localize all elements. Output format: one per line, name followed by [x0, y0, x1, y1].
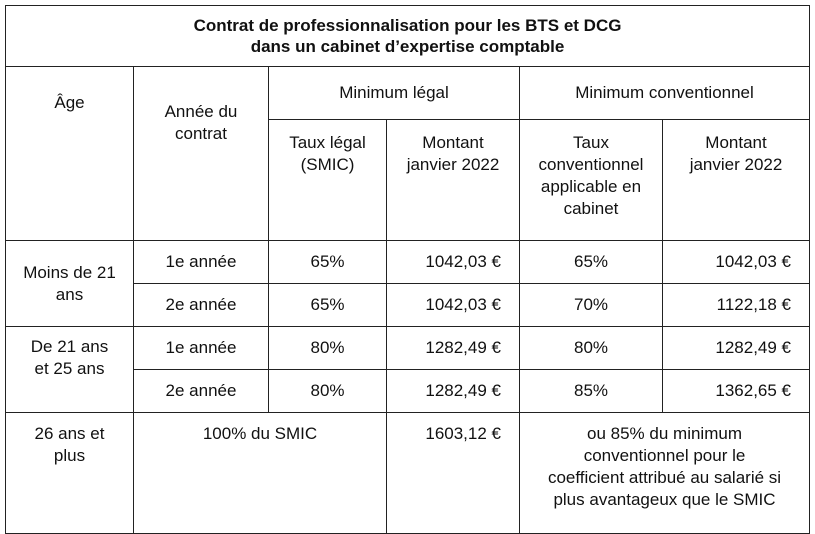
table-title-line2: dans un cabinet d’expertise comptable [250, 37, 565, 56]
group-21-25-line1: De 21 ans [30, 337, 109, 356]
cell-taux-legal: 65% [269, 284, 387, 327]
header-minimum-legal: Minimum légal [269, 67, 520, 120]
cell-montant-conv: 1042,03 € [663, 241, 810, 284]
table-row-last [6, 413, 810, 534]
header-taux-conventionnel [520, 120, 663, 241]
header-montant-conv-line2: janvier 2022 [689, 155, 783, 174]
age-26-plus-line1: 26 ans et [34, 424, 105, 443]
header-taux-legal [269, 120, 387, 241]
contract-table-container [5, 5, 810, 534]
header-montant-legal-line1: Montant [422, 133, 484, 152]
table-title-line1: Contrat de professionnalisation pour les BTS et DCG [193, 16, 622, 35]
header-montant-conventionnel [663, 120, 810, 241]
header-taux-conv-line3: applicable en [540, 177, 642, 196]
cell-age-26-plus [6, 413, 134, 534]
table-row [6, 327, 810, 370]
header-taux-conv-line4: cabinet [563, 199, 619, 218]
header-minimum-conventionnel: Minimum conventionnel [520, 67, 810, 120]
cell-annee: 1e année [134, 241, 269, 284]
cell-taux-smic: 100% du SMIC [134, 413, 387, 534]
header-montant-legal-line2: janvier 2022 [406, 155, 500, 174]
group-moins-21-line1: Moins de 21 [23, 262, 116, 282]
conv-note-line2: conventionnel pour le [583, 446, 746, 465]
header-montant-legal [387, 120, 520, 241]
table-title [6, 6, 810, 67]
cell-taux-conv: 80% [520, 327, 663, 370]
conv-note-line4: plus avantageux que le SMIC [553, 490, 776, 509]
contract-table [5, 5, 810, 534]
cell-conv-note [520, 413, 810, 534]
group-moins-21-line2: ans [55, 284, 84, 304]
header-age: Âge [6, 67, 134, 241]
conv-note-line3: coefficient attribué au salarié si [547, 468, 782, 487]
cell-taux-conv: 85% [520, 370, 663, 413]
cell-annee: 2e année [134, 370, 269, 413]
header-taux-legal-line1: Taux légal [289, 133, 366, 152]
cell-taux-legal: 80% [269, 327, 387, 370]
cell-montant-conv: 1362,65 € [663, 370, 810, 413]
cell-taux-conv: 65% [520, 241, 663, 284]
header-taux-conv-line1: Taux [573, 133, 609, 152]
group-21-25 [6, 327, 134, 413]
group-21-25-line2: et 25 ans [34, 359, 105, 378]
header-taux-conv-line2: conventionnel [538, 155, 644, 174]
cell-montant-smic: 1603,12 € [387, 413, 520, 534]
cell-annee: 2e année [134, 284, 269, 327]
table-row [6, 241, 810, 284]
cell-montant-legal: 1042,03 € [387, 241, 520, 284]
cell-montant-conv: 1122,18 € [663, 284, 810, 327]
group-moins-21 [6, 241, 134, 327]
cell-taux-legal: 65% [269, 241, 387, 284]
cell-montant-legal: 1282,49 € [387, 327, 520, 370]
age-26-plus-line2: plus [53, 446, 86, 465]
header-montant-conv-line1: Montant [705, 133, 767, 152]
cell-montant-conv: 1282,49 € [663, 327, 810, 370]
header-annee-line2: contrat [175, 124, 227, 143]
cell-taux-legal: 80% [269, 370, 387, 413]
cell-montant-legal: 1042,03 € [387, 284, 520, 327]
header-annee-line1: Année du [164, 102, 238, 121]
cell-montant-legal: 1282,49 € [387, 370, 520, 413]
header-taux-legal-line2: (SMIC) [300, 155, 355, 174]
cell-annee: 1e année [134, 327, 269, 370]
cell-taux-conv: 70% [520, 284, 663, 327]
header-annee [134, 67, 269, 241]
conv-note-line1: ou 85% du minimum [587, 424, 742, 443]
